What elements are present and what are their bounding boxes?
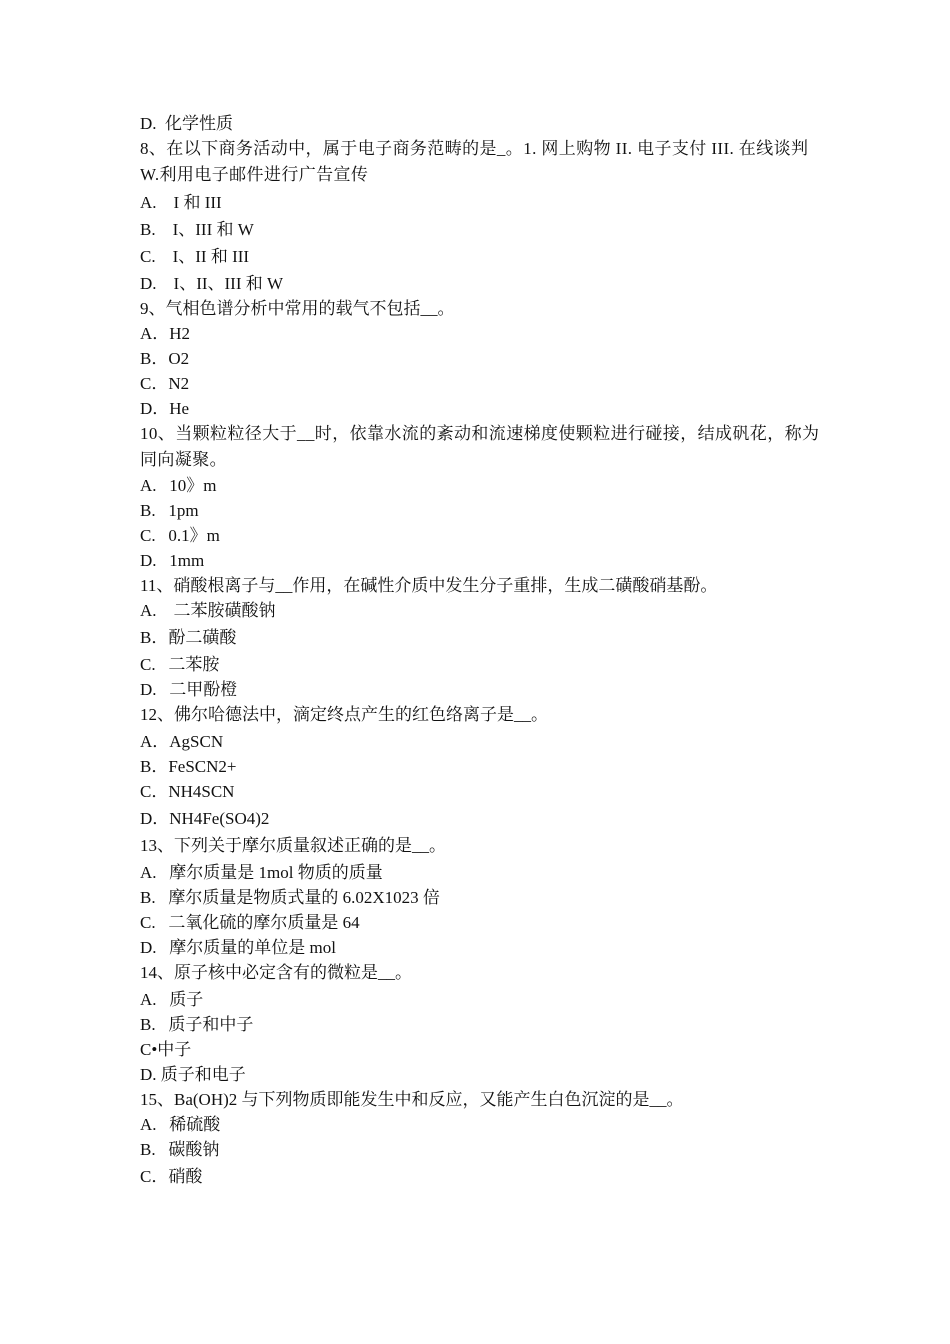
q9-option-d: D．He [140, 399, 190, 418]
q7-option-d: D. 化学性质 [140, 114, 234, 133]
q10-option-d: D. 1mm [140, 551, 205, 570]
q13-option-a: A. 摩尔质量是 1mol 物质的质量 [140, 863, 383, 882]
q14-option-a: A. 质子 [140, 990, 204, 1009]
q8-option-d: D. I、II、III 和 W [140, 274, 284, 293]
q10-option-b: B. 1pm [140, 501, 199, 520]
document-page [140, 111, 820, 1189]
q12-option-a: A．AgSCN [140, 732, 224, 751]
q8-option-c: C. I、II 和 III [140, 247, 250, 266]
q12-option-b: B．FeSCN2+ [140, 757, 237, 776]
q14-option-d: D. 质子和电子 [140, 1065, 246, 1084]
q15-option-b: B. 碳酸钠 [140, 1140, 220, 1159]
q15-option-c: C．硝酸 [140, 1167, 203, 1186]
q13-question: 13、下列关于摩尔质量叙述正确的是__。 [140, 836, 446, 855]
q15-question: 15、Ba(OH)2 与下列物质即能发生中和反应，又能产生白色沉淀的是__。 [140, 1090, 684, 1109]
q13-option-c: C. 二氧化硫的摩尔质量是 64 [140, 913, 360, 932]
q10-question: 10、当颗粒粒径大于__时，依靠水流的紊动和流速梯度使颗粒进行碰接，结成矾花，称为同向凝聚。 [140, 424, 820, 469]
q13-option-b: B. 摩尔质量是物质式量的 6.02X1023 倍 [140, 888, 440, 907]
q13-option-d: D. 摩尔质量的单位是 mol [140, 938, 336, 957]
q11-question: 11、硝酸根离子与__作用，在碱性介质中发生分子重排，生成二磺酸硝基酚。 [140, 576, 718, 595]
q15-option-a: A. 稀硫酸 [140, 1115, 221, 1134]
q11-option-b: B．酚二磺酸 [140, 628, 237, 647]
q8-option-b: B. I、III 和 W [140, 220, 254, 239]
q14-option-c: C•中子 [140, 1040, 192, 1059]
q9-option-a: A．H2 [140, 324, 191, 343]
q14-option-b: B. 质子和中子 [140, 1015, 254, 1034]
q11-option-a: A. 二苯胺磺酸钠 [140, 601, 276, 620]
q8-question: 8、在以下商务活动中，属于电子商务范畴的是_。1. 网上购物 II. 电子支付 III. 在线谈判 W.利用电子邮件进行广告宣传 [140, 139, 809, 184]
q9-option-b: B．O2 [140, 349, 190, 368]
q11-option-d: D. 二甲酚橙 [140, 680, 238, 699]
q14-question: 14、原子核中必定含有的微粒是__。 [140, 963, 412, 982]
q10-option-c: C. 0.1》m [140, 526, 220, 545]
q11-option-c: C. 二苯胺 [140, 655, 220, 674]
q9-question: 9、气相色谱分析中常用的载气不包括__。 [140, 299, 455, 318]
q8-option-a: A. I 和 III [140, 193, 222, 212]
q12-question: 12、佛尔哈德法中，滴定终点产生的红色络离子是__。 [140, 705, 548, 724]
q9-option-c: C．N2 [140, 374, 190, 393]
q12-option-c: C．NH4SCN [140, 782, 235, 801]
q10-option-a: A. 10》m [140, 476, 217, 495]
q12-option-d: D．NH4Fe(SO4)2 [140, 809, 270, 828]
